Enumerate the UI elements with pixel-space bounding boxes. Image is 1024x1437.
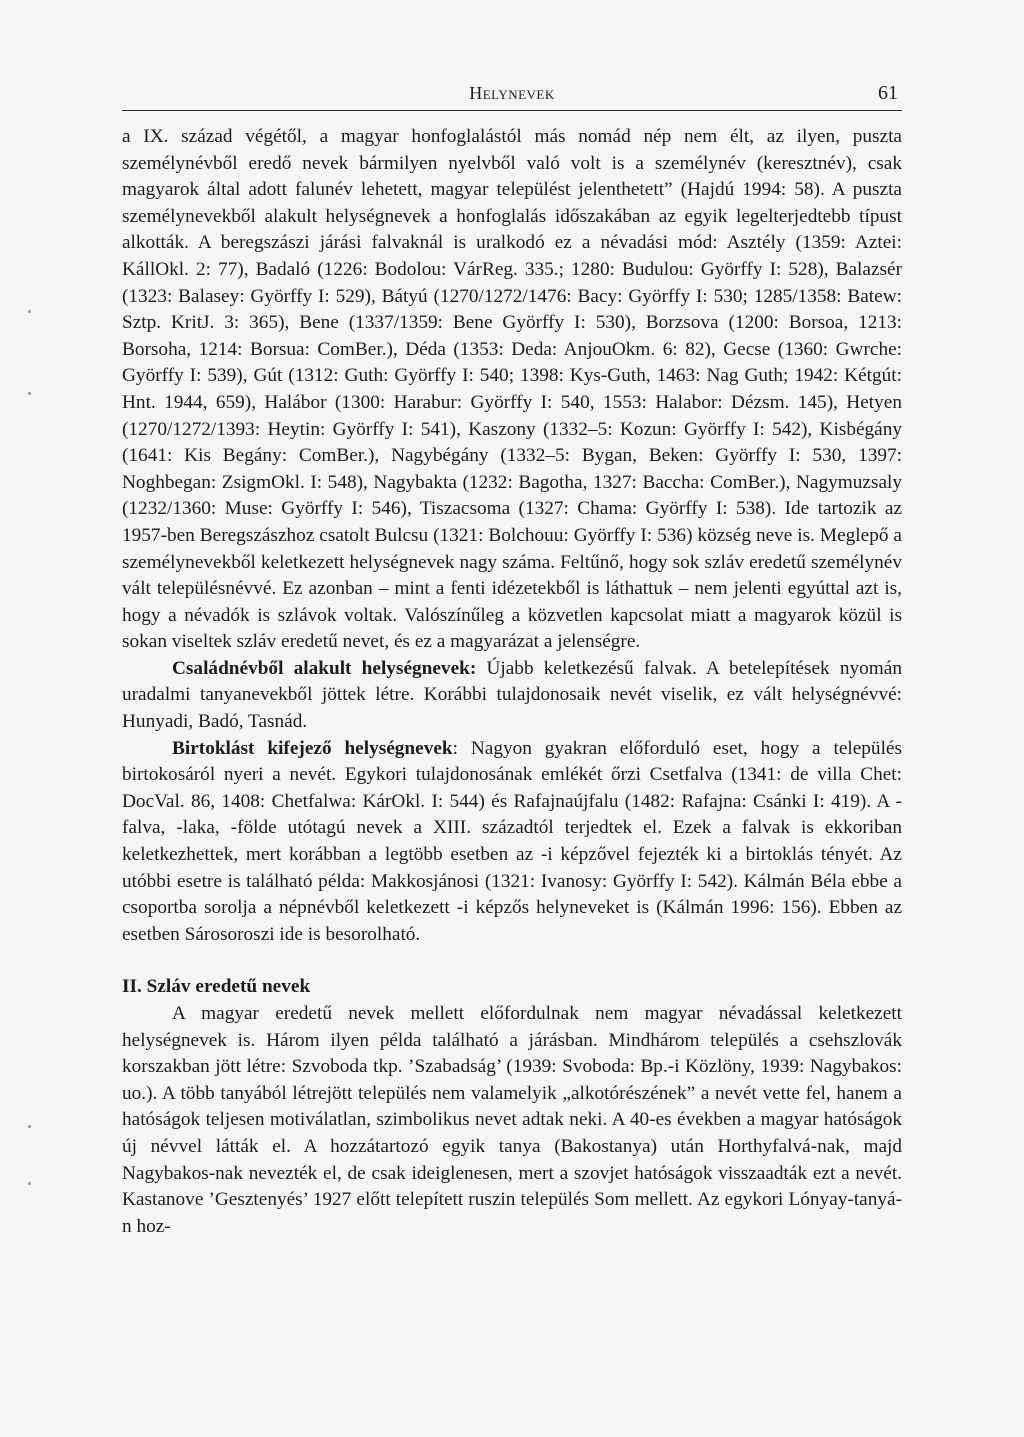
page-number: 61 <box>878 82 898 104</box>
paragraph-text-family-names: Újabb keletkezésű falvak. A betelepítések nyomán uradalmi tanyanevekből jöttek létre. Korábbi tulajdonosaik nevét viselik, ez vált helységnévvé: Hunyadi, Badó, Tasnád. <box>122 657 902 733</box>
page-header <box>122 76 902 111</box>
body-text <box>122 124 902 1240</box>
scan-speck <box>28 1125 31 1128</box>
section-heading: II. Szláv eredetű nevek <box>122 976 311 998</box>
scan-speck <box>28 310 31 313</box>
paragraph-family-names <box>122 656 902 736</box>
paragraph-ownership-names <box>122 736 902 949</box>
running-head: Helynevek <box>469 83 555 103</box>
paragraph-personal-names: a IX. század végétől, a magyar honfoglalástól más nomád nép nem élt, az ilyen, puszta személynévből eredő nevek bármilyen nyelvből való volt is a személynév (keresztnév), csak magyarok által adott falunév lehetett, magyar települést jelenthetett” (Hajdú 1994: 58). A puszta személynevekből alakult helységnevek a honfoglalás időszakában az egyik legelterjedtebb típust alkották. A beregszászi járási falvaknál is uralkodó ez a névadási mód: Asztély (1359: Aztei: KállOkl. 2: 77), Badaló (1226: Bodolou: VárReg. 335.; 1280: Budulou: Györffy I: 528), Balazsér (1323: Balasey: Györffy I: 529), Bátyú (1270/1272/1476: Bacy: Györffy I: 530; 1285/1358: Batew: Sztp. KritJ. 3: 365), Bene (1337/1359: Bene Györffy I: 530), Borzsova (1200: Borsoa, 1213: Borsoha, 1214: Borsua: ComBer.), Déda (1353: Deda: AnjouOkm. 6: 82), Gecse (1360: Gwrche: Györffy I: 539), Gút (1312: Guth: Györffy I: 540; 1398: Kys-Guth, 1463: Nag Guth; 1942: Kétgút: Hnt. 1944, 659), Halábor (1300: Harabur: Györffy I: 540, 1553: Halabor: Dézsm. 145), Hetyen (1270/1272/1393: Heytin: Györffy I: 541), Kaszony (1332–5: Kozun: Györffy I: 542), Kisbégány (1641: Kis Begány: ComBer.), Nagybégány (1332–5: Bygan, Beken: Györffy I: 530, 1397: Noghbegan: ZsigmOkl. I: 548), Nagybakta (1232: Bagotha, 1327: Baccha: ComBer.), Nagymuzsaly (1232/1360: Muse: Györffy I: 546), Tiszacsoma (1327: Chama: Györffy I: 538). Ide tartozik az 1957-ben Beregszászhoz csatolt Bulcsu (1321: Bolchouu: Györffy I: 536) község neve is. Meglepő a személynevekből keletkezett helységnevek nagy száma. Feltűnő, hogy sok szláv eredetű személynév vált településnévvé. Ez azonban – mint a fenti idézetekből is láthattuk – nem jelenti egyúttal azt is, hogy a névadók is szlávok voltak. Valószínűleg a közvetlen kapcsolat miatt a magyarok közül is sokan viseltek szláv eredetű nevet, és ez a magyarázat a jelenségre. <box>122 126 902 653</box>
paragraph-slavic-names: A magyar eredetű nevek mellett előfordulnak nem magyar névadással keletkezett helységnevek is. Három ilyen példa található a járásban. Mindhárom település a csehszlovák korszakban jött létre: Szvoboda tkp. ’Szabadság’ (1939: Svoboda: Bp.-i Közlöny, 1939: Nagybakos: uo.). A több tanyából létrejött település nem valamelyik „alkotórészének” a nevét vette fel, hanem a hatóságok teljesen motiválatlan, szimbolikus nevet adtak neki. A 40-es években a magyar hatóságok új névvel látták el. A hozzátartozó egyik tanya (Bakostanya) után Horthyfalvá-nak, majd Nagybakos-nak nevezték el, de csak ideiglenesen, mert a szovjet hatóságok visszaadták ezt a nevét. Kastanove ’Gesztenyés’ 1927 előtt telepített ruszin település Som mellett. Az egykori Lónyay-tanyá-n hoz- <box>122 1003 902 1237</box>
scan-speck <box>28 1182 31 1185</box>
paragraph-lead-ownership-names: Birtoklást kifejező helységnevek <box>172 737 453 759</box>
scan-margin-specks <box>28 0 48 1437</box>
scan-speck <box>28 392 31 395</box>
paragraph-lead-family-names: Családnévből alakult helységnevek: <box>172 657 477 679</box>
paragraph-text-ownership-names: : Nagyon gyakran előforduló eset, hogy a település birtokosáról nyeri a nevét. Egykori tulajdonosának emlékét őrzi Csetfalva (1341: de villa Chet: DocVal. 86, 1408: Chetfalwa: KárOkl. I: 544) és Rafajnaújfalu (1482: Rafajna: Csánki I: 419). A -falva, -laka, -földe utótagú nevek a XIII. századtól terjedtek el. Ezek a falvak is ekkoriban keletkezhettek, mert korábban a legtöbb esetben az -i képzővel fejezték ki a birtoklás tényét. Az utóbbi esetre is található példa: Makkosjánosi (1321: Ivanosy: Györffy I: 542). Kálmán Béla ebbe a csoportba sorolja a népnévből keletkezett -i képzős helyneveket is (Kálmán 1996: 156). Ebben az esetben Sárosoroszi ide is besorolható. <box>122 737 902 945</box>
